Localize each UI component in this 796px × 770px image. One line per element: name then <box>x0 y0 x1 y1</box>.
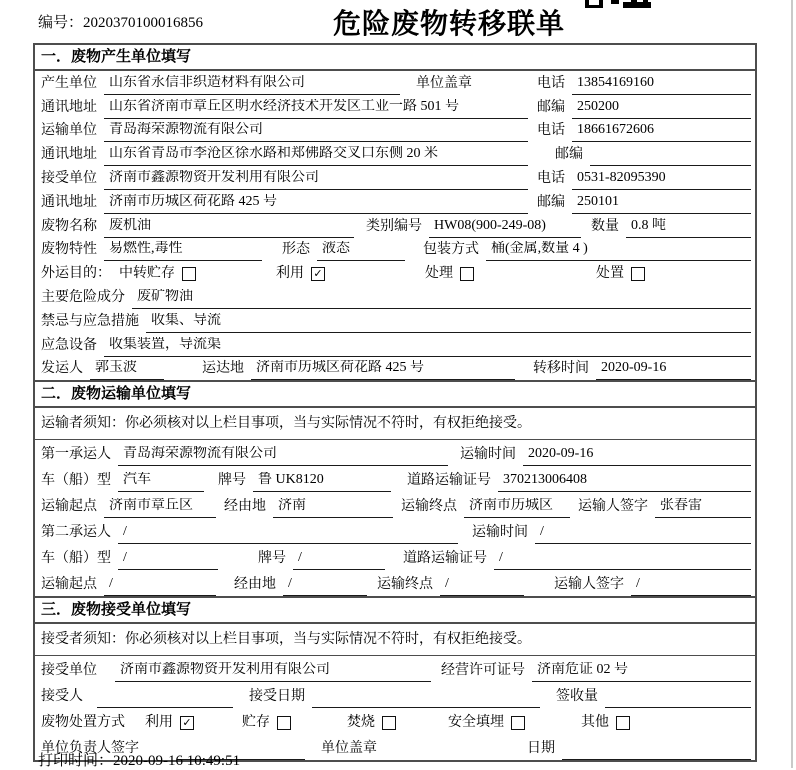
waste-name-value: 废机油 <box>104 218 354 238</box>
producer-value: 山东省永信非织造材料有限公司 <box>104 75 400 95</box>
serial-number <box>38 11 203 32</box>
disposal-option-incinerate: 焚烧 <box>347 715 396 734</box>
print-time-label: 打印时间： <box>38 753 114 769</box>
row-taboo-measures <box>35 309 755 333</box>
carrier2-value: / <box>118 524 458 544</box>
transport-time2-value: / <box>535 524 751 544</box>
vehicle1-value: 汽车 <box>118 472 204 492</box>
purpose-option-storage: 中转贮存 <box>119 266 196 285</box>
transporter-value: 青岛海荣源物流有限公司 <box>104 122 528 142</box>
row-transporter-address <box>35 142 755 166</box>
checkbox-incinerate[interactable] <box>382 716 396 730</box>
disposal-label: 废物处置方式 <box>41 715 125 731</box>
purpose-option-utilize: 利用 ✓ <box>276 266 325 285</box>
phone-label: 电话 <box>537 170 565 186</box>
checkbox-store[interactable] <box>277 716 291 730</box>
row-route2 <box>35 570 755 596</box>
disposal-option-utilize: 利用 ✓ <box>145 715 194 734</box>
carrier-sign-label: 运输人签字 <box>578 499 648 515</box>
receiver-notice: 接受者须知：你必须核对以上栏目事项，当与实际情况不符时，有权拒绝接受。 <box>35 624 755 656</box>
plate-label: 牌号 <box>218 473 246 489</box>
receiver-label: 接受单位 <box>41 170 97 186</box>
character-value: 易燃性,毒性 <box>104 241 262 261</box>
via-label: 经由地 <box>224 499 266 515</box>
checkbox-treat[interactable] <box>460 267 474 281</box>
acceptor-value <box>97 704 233 708</box>
row-receiver-address <box>35 190 755 214</box>
road-license-label: 道路运输证号 <box>403 551 487 567</box>
signed-amount-label: 签收量 <box>556 689 598 705</box>
qr-code-icon <box>585 0 651 8</box>
row-second-carrier <box>35 518 755 544</box>
date-label: 日期 <box>527 741 555 757</box>
via2-value: / <box>283 576 367 596</box>
origin1-value: 济南市章丘区 <box>104 498 216 518</box>
transporter-notice: 运输者须知：你必须核对以上栏目事项，当与实际情况不符时，有权拒绝接受。 <box>35 408 755 440</box>
end2-value: / <box>440 576 524 596</box>
serial-label: 编号： <box>38 15 84 31</box>
via-label: 经由地 <box>234 577 276 593</box>
license2-value: / <box>494 550 751 570</box>
date2-value <box>562 756 751 760</box>
address-label: 通讯地址 <box>41 194 97 210</box>
checkbox-utilize[interactable]: ✓ <box>311 267 325 281</box>
transfer-time-value: 2020-09-16 <box>596 360 751 380</box>
signed-amount-value <box>605 704 751 708</box>
page-edge-line <box>791 0 793 768</box>
address-label: 通讯地址 <box>41 99 97 115</box>
row-hazard-components <box>35 285 755 309</box>
phone-label: 电话 <box>537 123 565 139</box>
transport-time-label: 运输时间 <box>460 447 516 463</box>
quantity-value: 0.8 吨 <box>626 218 751 238</box>
disposal-option-store: 贮存 <box>242 715 291 734</box>
accept-unit-value: 济南市鑫源物资开发利用有限公司 <box>115 662 431 682</box>
vehicle2-value: / <box>118 550 218 570</box>
zip-label: 邮编 <box>537 99 565 115</box>
destination-label: 运达地 <box>202 361 244 377</box>
form-value: 液态 <box>317 241 405 261</box>
hazard-value: 废矿物油 <box>132 289 751 309</box>
receiver-address: 济南市历城区荷花路 425 号 <box>104 194 528 214</box>
category-label: 类别编号 <box>366 218 422 234</box>
destination-value: 济南市历城区荷花路 425 号 <box>251 360 515 380</box>
purpose-option-treat: 处理 <box>425 266 474 285</box>
row-shipper <box>35 357 755 381</box>
address-label: 通讯地址 <box>41 147 97 163</box>
unit-seal-label: 单位盖章 <box>416 75 472 91</box>
row-disposal-method <box>35 708 755 734</box>
transporter-label: 运输单位 <box>41 123 97 139</box>
checkbox-utilize2[interactable]: ✓ <box>180 716 194 730</box>
disposal-option-landfill: 安全填埋 <box>448 715 525 734</box>
accept-date-label: 接受日期 <box>249 689 305 705</box>
transporter-phone: 18661672606 <box>572 122 751 142</box>
transport-time-label: 运输时间 <box>472 525 528 541</box>
transporter-address: 山东省青岛市李沧区徐水路和郑佛路交叉口东侧 20 米 <box>104 146 528 166</box>
endpoint-label: 运输终点 <box>401 499 457 515</box>
shipper-value: 郭玉波 <box>90 360 164 380</box>
quantity-label: 数量 <box>591 218 619 234</box>
row-vehicle2 <box>35 544 755 570</box>
license1-value: 370213006408 <box>498 472 751 492</box>
category-value: HW08(900-249-08) <box>429 218 581 238</box>
row-receiver-unit <box>35 166 755 190</box>
section3-heading: 三．废物接受单位填写 <box>35 596 755 624</box>
permit-value: 济南危证 02 号 <box>532 662 751 682</box>
endpoint-label: 运输终点 <box>377 577 433 593</box>
section1-heading: 一．废物产生单位填写 <box>35 45 755 71</box>
serial-value: 2020370100016856 <box>83 15 204 31</box>
row-producer-address <box>35 95 755 119</box>
sign2-value: / <box>631 576 751 596</box>
checkbox-other[interactable] <box>616 716 630 730</box>
producer-phone: 13854169160 <box>572 75 751 95</box>
print-time-value: 2020-09-16 10:49:51 <box>113 753 241 769</box>
checkbox-storage[interactable] <box>182 267 196 281</box>
zip-label: 邮编 <box>555 147 583 163</box>
end1-value: 济南市历城区 <box>464 498 570 518</box>
package-value: 桶(金属,数量 4 ) <box>486 241 751 261</box>
plate1-value: 鲁 UK8120 <box>253 472 391 492</box>
road-license-label: 道路运输证号 <box>407 473 491 489</box>
section2-heading: 二．废物运输单位填写 <box>35 380 755 408</box>
row-waste-name <box>35 214 755 238</box>
row-transport-unit <box>35 119 755 143</box>
print-time <box>38 749 240 770</box>
receiver-zip: 250101 <box>572 194 751 214</box>
producer-address: 山东省济南市章丘区明水经济技术开发区工业一路 501 号 <box>104 99 528 119</box>
vehicle-type-label: 车（船）型 <box>41 473 111 489</box>
checkbox-landfill[interactable] <box>511 716 525 730</box>
form-label: 形态 <box>282 242 310 258</box>
transporter-zip <box>590 162 751 166</box>
producer-label: 产生单位 <box>41 75 97 91</box>
package-label: 包装方式 <box>423 242 479 258</box>
carrier1-value: 青岛海荣源物流有限公司 <box>118 446 448 466</box>
receiver-value: 济南市鑫源物资开发利用有限公司 <box>104 170 528 190</box>
row-waste-character <box>35 238 755 262</box>
unit-seal-label: 单位盖章 <box>321 741 377 757</box>
row-first-carrier <box>35 440 755 466</box>
page-title: 危险废物转移联单 <box>333 9 566 40</box>
transport-time1-value: 2020-09-16 <box>523 446 751 466</box>
row-vehicle1 <box>35 466 755 492</box>
zip-label: 邮编 <box>537 194 565 210</box>
transfer-time-label: 转移时间 <box>533 361 589 377</box>
accept-date-value <box>312 704 540 708</box>
sign1-value: 张春雷 <box>655 498 751 518</box>
phone-label: 电话 <box>537 75 565 91</box>
permit-label: 经营许可证号 <box>441 663 525 679</box>
via1-value: 济南 <box>273 498 393 518</box>
carrier1-label: 第一承运人 <box>41 447 111 463</box>
taboo-value: 收集、导流 <box>146 313 751 333</box>
manifest-form <box>33 43 757 762</box>
carrier2-label: 第二承运人 <box>41 525 111 541</box>
origin-label: 运输起点 <box>41 577 97 593</box>
vehicle-type-label: 车（船）型 <box>41 551 111 567</box>
disposal-option-other: 其他 <box>581 715 630 734</box>
equipment-value: 收集装置，导流渠 <box>104 337 751 357</box>
hazard-label: 主要危险成分 <box>41 289 125 305</box>
character-label: 废物特性 <box>41 242 97 258</box>
carrier-sign-label: 运输人签字 <box>554 577 624 593</box>
equipment-label: 应急设备 <box>41 337 97 353</box>
producer-zip: 250200 <box>572 99 751 119</box>
row-accept-unit <box>35 656 755 682</box>
accept-unit-label: 接受单位 <box>41 663 97 679</box>
row-emergency-equipment <box>35 333 755 357</box>
checkbox-dispose[interactable] <box>631 267 645 281</box>
waste-name-label: 废物名称 <box>41 218 97 234</box>
row-transfer-purpose <box>35 261 755 285</box>
origin2-value: / <box>104 576 216 596</box>
shipper-label: 发运人 <box>41 361 83 377</box>
taboo-label: 禁忌与应急措施 <box>41 313 139 329</box>
origin-label: 运输起点 <box>41 499 97 515</box>
row-route1 <box>35 492 755 518</box>
plate-label: 牌号 <box>258 551 286 567</box>
purpose-option-dispose: 处置 <box>596 266 645 285</box>
row-producer-unit <box>35 71 755 95</box>
purpose-label: 外运目的： <box>41 266 111 282</box>
acceptor-label: 接受人 <box>41 689 83 705</box>
row-acceptor <box>35 682 755 708</box>
receiver-phone: 0531-82095390 <box>572 170 751 190</box>
head-sign-label: 单位负责人签字 <box>41 741 139 757</box>
plate2-value: / <box>293 550 385 570</box>
